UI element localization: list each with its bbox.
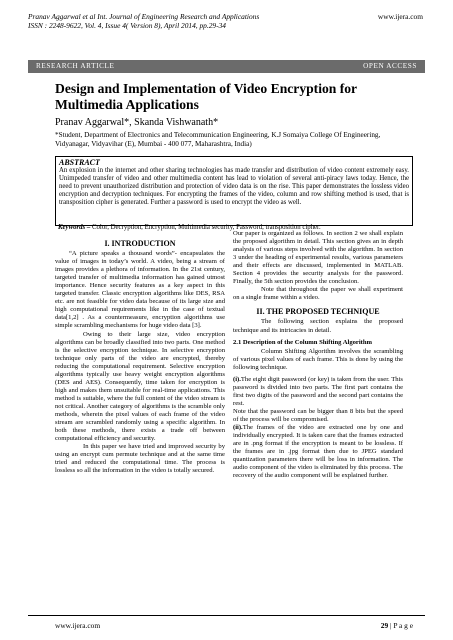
open-access-label: OPEN ACCESS <box>363 62 417 70</box>
page-number-value: 29 <box>380 621 389 630</box>
article-banner <box>28 60 425 73</box>
technique-intro-paragraph: The following section explains the proposed technique and its intricacies in detail. <box>233 318 403 334</box>
section-heading-proposed-technique: II. THE PROPOSED TECHNIQUE <box>256 307 380 317</box>
step-1 <box>233 376 403 408</box>
password-note: Note that the password can be bigger than 8 bits but the speed of the process will be compromised. <box>233 407 403 423</box>
section-heading-introduction: I. INTRODUCTION <box>104 239 176 248</box>
right-column <box>233 230 403 480</box>
keywords-label: Keywords – <box>58 224 92 231</box>
journal-line-1: Pranav Aggarwal et al Int. Journal of Engineering Research and Applications <box>28 12 260 21</box>
subsection-heading: 2.1 Description of the Column Shifting Algorithm <box>233 338 373 346</box>
journal-citation <box>28 12 259 30</box>
abstract-box <box>55 156 413 226</box>
page-number <box>381 621 413 630</box>
step-2-text: The frames of the video are extracted one by one and individually encrypted. It is taken care that the frames extracted are in .png format if the encryption is meant to be lossless. If the frames are in .jpg format then due to JPEG standard quantization parameters there will be loss in information. The audio component of the video is eliminated by this process. The recovery of the audio component will be explained further. <box>233 424 403 480</box>
algorithm-intro-paragraph: Column Shifting Algorithm involves the scrambling of various pixel values of each frame. This is done by using the following technique. <box>233 347 403 371</box>
intro-paragraph-1: “A picture speaks a thousand words”- encapsulates the value of images in today’s world. A video, being a stream of images provides a plethora of information. In the 21st century, targeted transfer of multimedia information has gained utmost importance. Hence security features as a key aspect in this targeted transfer. Classic encryption algorithms like DES, RSA etc. are not feasible for video data because of its large size and high computational requirements like in the case of textual data[1,2] . As a countermeasure, encryption algorithms use simple scrambling mechanisms for huge video data [3]. <box>55 250 225 330</box>
note-paragraph: Note that throughout the paper we shall experiment on a single frame within a video. <box>233 286 403 302</box>
step-2-label: (ii). <box>233 424 243 432</box>
step-1-label: (i). <box>233 375 241 383</box>
organization-paragraph: Our paper is organized as follows. In section 2 we shall explain the proposed algorithm in detail. This section gives an in depth analysis of various steps involved with the algorithm. In section 3 under the heading of experimental results, various parameters and their effects are discussed, implemented in MATLAB. Section 4 provides the security analysis for the password. Finally, the 5th section provides the conclusion. <box>233 230 403 286</box>
footer-site[interactable]: www.ijera.com <box>55 621 101 630</box>
abstract-text: An explosion in the internet and other sharing technologies has made transfer and distribution of video content extremely easy. Unimpeded transfer of video and other multimedia content has lead to violation of several anti-piracy laws today. Hence, the need to prevent unauthorized distribution and protection of video data is on the rise. This paper demonstrates the lossless video encryption and decryption techniques. For encrypting the frames of the video, column and row shifting method is used, that is transposition cipher is generated. Further a password is used to encrypt the video as well. <box>59 167 409 207</box>
left-column <box>55 238 225 475</box>
step-1-text: The eight digit password (or key) is taken from the user. This password is divided into two parts. The first part contains the first two digits of the password and the second part contains the rest. <box>233 375 403 407</box>
journal-site[interactable]: www.ijera.com <box>377 12 423 21</box>
page-label: | P a g e <box>388 621 413 630</box>
paper-title: Design and Implementation of Video Encryption for Multimedia Applications <box>55 81 357 112</box>
journal-line-2: ISSN : 2248-9622, Vol. 4, Issue 4( Version 8), April 2014, pp.29-34 <box>28 21 226 31</box>
affiliation: *Student, Department of Electronics and Telecommunication Engineering, K.J Somaiya College Of Engineering, Vidyanagar, Vidyavihar (E), Mumbai - 400 077, Maharashtra, India) <box>55 131 381 148</box>
step-2 <box>233 424 403 480</box>
research-article-label: RESEARCH ARTICLE <box>36 62 115 70</box>
footer-divider <box>28 615 425 616</box>
intro-paragraph-3: In this paper we have tried and improved security by using an encrypt cum permute technique and at the same time tried and reduced the computational time. The process is lossless so all the information in the video is totally secured. <box>55 443 225 475</box>
authors: Pranav Aggarwal*, Skanda Vishwanath* <box>55 117 219 128</box>
intro-paragraph-2: Owing to their large size, video encryption algorithms can be broadly classified into two parts. One method is the selective encryption technique. In selective encryption technique only parts of the video are encrypted, thereby reducing the computational requirement. Selective encryption algorithms typically use heavy weight encryption algorithms (DES and AES). Consequently, time taken for encryption is high and makes them unsuitable for real-time applications. This method is suitable, where the full content of the video stream is not critical. Another category of algorithms is the scramble only methods, wherein the pixel values of each frame of the video stream are scrambled randomly using a specific algorithm. In both these methods, there exists a trade off between computational efficiency and security. <box>55 330 225 443</box>
abstract-heading: ABSTRACT <box>59 158 100 167</box>
keywords-text: Color, Decryption, Encryption, Multimedia security, Password, transposition cipher. <box>92 224 321 231</box>
